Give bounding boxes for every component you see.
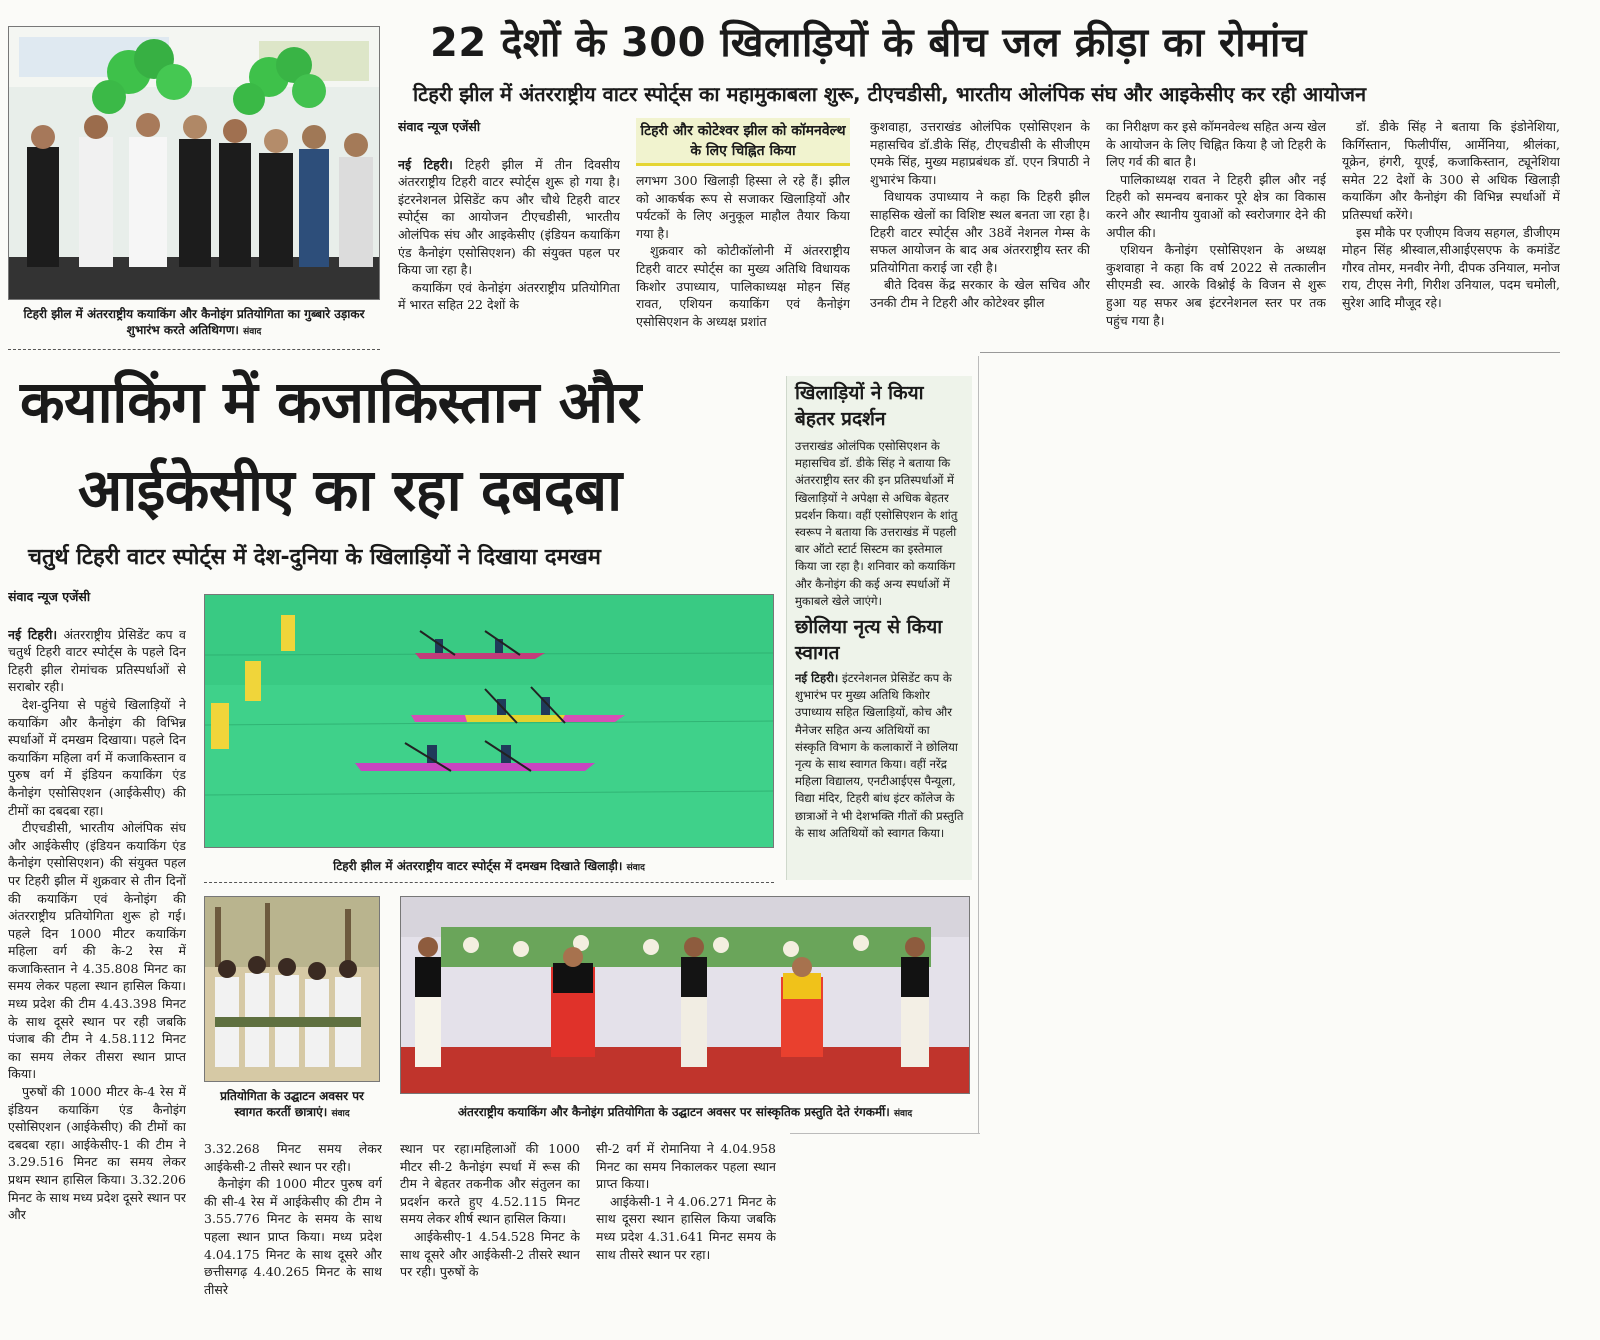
top-photo-caption-text: टिहरी झील में अंतरराष्ट्रीय कयाकिंग और कैनोइंग प्रतियोगिता का गुब्बारे उड़ाकर शुभारंभ करते अतिथिगण। [23, 307, 365, 337]
top-col5-para1: डॉ. डीके सिंह ने बताया कि इंडोनेशिया, किर्गिस्तान, फिलीपींस, आर्मेनिया, श्रीलंका, यूक्रेन, हंगरी, यूएई, कजाकिस्तान, ट्यूनेशिया समेत 22 देशों के 300 से अधिक खिलाड़ी कयाकिंग और कैनोइंग की विभिन्न स्पर्धाओं में प्रतिस्पर्धा करेंगे। [1342, 119, 1560, 222]
top-byline: संवाद न्यूज एजेंसी [398, 119, 481, 134]
bottom-col1-para2: कैनोइंग की 1000 मीटर पुरुष वर्ग की सी-4 रेस में आईकेसीए की टीम ने 3.55.776 मिनट के समय के साथ पहला स्थान प्राप्त किया। मध्य प्रदेश 4.04.175 मिनट के साथ दूसरे और छत्तीसगढ़ 4.40.265 मिनट के साथ तीसरे [204, 1176, 382, 1297]
frame-bottom-line [790, 1133, 980, 1134]
main-bottom-column-2 [400, 1140, 580, 1316]
main-bottom-column-3 [596, 1140, 776, 1316]
top-col4-para2: पालिकाध्यक्ष रावत ने टिहरी झील और नई टिहरी को समन्वय बनाकर पूरे क्षेत्र का विकास करने और स्थानीय युवाओं को स्वरोजगार देने की अपील की। [1106, 171, 1326, 240]
top-highlight-box [636, 118, 850, 166]
top-col3-para2: विधायक उपाध्याय ने कहा कि टिहरी झील साहसिक खेलों का विशिष्ट स्थल बनता जा रहा है। टिहरी वाटर स्पोर्ट्स और 38वें नेशनल गेम्स के सफल आयोजन के बाद अब अंतरराष्ट्रीय स्तर की प्रतियोगिता कराई जा रही है। [870, 189, 1090, 275]
cultural-dance-caption [400, 1104, 970, 1122]
main-left-para1: अंतरराष्ट्रीय प्रेसिडेंट कप व चतुर्थ टिहरी वाटर स्पोर्ट्स के पहले दिन टिहरी झील रोमांचक प्रतिस्पर्धाओं से सराबोर रही। [8, 626, 186, 695]
top-col3-para1: कुशवाहा, उत्तराखंड ओलंपिक एसोसिएशन के महासचिव डॉ.डीके सिंह, टीएचडीसी के सीजीएम एमके सिंह, मुख्य महाप्रबंधक डॉ. एएन त्रिपाठी ने शुभारंभ किया। [870, 119, 1090, 187]
cultural-dance-caption-text: अंतरराष्ट्रीय कयाकिंग और कैनोइंग प्रतियोगिता के उद्घाटन अवसर पर सांस्कृतिक प्रस्तुति देते रंगकर्मी। [457, 1105, 890, 1119]
bottom-col3-para2: आईकेसी-1 ने 4.06.271 मिनट के साथ दूसरा स्थान हासिल किया जबकि मध्य प्रदेश 4.31.641 मिनट समय के साथ तीसरे स्थान पर रहा। [596, 1193, 776, 1262]
sidebar-para1 [795, 438, 964, 610]
kayak-race-caption-source: संवाद [626, 863, 645, 873]
divider-top-photo [8, 349, 380, 350]
top-column-1 [398, 118, 620, 344]
main-left-para4: पुरुषों की 1000 मीटर के-4 रेस में इंडियन कयाकिंग एंड कैनोइंग एसोसिएशन (आईकेसीए) की टीमों का दबदबा रहा। आईकेसीए-1 की टीम ने 3.29.516 मिनट का समय लेकर प्रथम स्थान हासिल किया। 3.32.206 मिनट के साथ मध्य प्रदेश दूसरे स्थान पर और [8, 1084, 186, 1223]
top-column-3 [870, 118, 1090, 344]
students-illustration [205, 897, 380, 1082]
main-headline-line1: कयाकिंग में कजाकिस्तान और [20, 368, 641, 436]
top-subhead: टिहरी झील में अंतरराष्ट्रीय वाटर स्पोर्ट्स का महामुकाबला शुरू, टीएचडीसी, भारतीय ओलंपिक संघ और आइकेसीए कर रही आयोजन [413, 82, 1367, 106]
divider-kayak-photo [204, 882, 774, 883]
top-column-2 [636, 172, 850, 344]
top-col2-para1: लगभग 300 खिलाड़ी हिस्सा ले रहे हैं। झील को आकर्षक रूप से सजाकर खिलाड़ियों और पर्यटकों के लिए अनुकूल माहौल तैयार किया गया है। [636, 173, 850, 241]
kayak-race-caption [204, 858, 774, 876]
top-col1-para2: कयाकिंग एवं केनोइंग अंतरराष्ट्रीय प्रतियोगिता में भारत सहित 22 देशों के [398, 279, 620, 313]
bottom-col1-para1: 3.32.268 मिनट समय लेकर आईकेसी-2 तीसरे स्थान पर रही। [204, 1141, 382, 1174]
top-column-5 [1342, 118, 1560, 344]
top-highlight-title: टिहरी और कोटेश्वर झील को कॉमनवेल्थ के लिए चिह्नित किया [640, 123, 846, 159]
sidebar-title-performance: खिलाड़ियों ने किया बेहतर प्रदर्शन [795, 382, 924, 430]
top-col1-para1: टिहरी झील में तीन दिवसीय अंतरराष्ट्रीय टिहरी वाटर स्पोर्ट्स शुरू हो गया है। इंटरनेशनल प्रेसिडेंट कप और चौथे टिहरी वाटर स्पोर्ट्स का आयोजन टीएचडीसी, भारतीय ओलंपिक संघ और आइकेसीए (इंडियन कयाकिंग एंड कैनोइंग एसोसिएशन) की संयुक्त पहल पर किया जा रहा है। [398, 156, 620, 278]
kayak-race-illustration [205, 595, 774, 848]
main-left-para2: देश-दुनिया से पहुंचे खिलाड़ियों ने कयाकिंग और कैनोइंग की विभिन्न स्पर्धाओं में दमखम दिखाया। पहले दिन कयाकिंग महिला वर्ग में कजाकिस्तान व पुरुष वर्ग में इंडियन कयाकिंग एंड कैनोइंग एसोसिएशन (आईकेसीए) की टीमों का दबदबा रहा। [8, 696, 186, 818]
sidebar-dateline: नई टिहरी। [795, 671, 839, 686]
sidebar-para2 [795, 670, 964, 842]
top-photo-balloon-launch [8, 26, 380, 300]
main-subhead: चतुर्थ टिहरी वाटर स्पोर्ट्स में देश-दुनिया के खिलाड़ियों ने दिखाया दमखम [28, 545, 601, 570]
top-col4-para3: एशियन कैनोइंग एसोसिएशन के अध्यक्ष कुशवाहा ने कहा कि वर्ष 2022 से तत्कालीन सीएमडी स्व. आरके विश्नोई के विजन से शुरू हुआ यह सफर अब इंटरनेशनल स्तर पर तक पहुंच गया है। [1106, 242, 1326, 328]
top-col5-para2: इस मौके पर एजीएम विजय सहगल, डीजीएम मोहन सिंह श्रीस्वाल,सीआईएसएफ के कमांडेंट गौरव तोमर, मनवीर नेगी, दीपक उनियाल, मनोज राय, टीएस नेगी, गिरीश उनियाल, पदम चमोली, सुरेश आदि मौजूद रहे। [1342, 224, 1560, 310]
main-left-para3: टीएचडीसी, भारतीय ओलंपिक संघ और आईकेसीए (इंडियन कयाकिंग एंड कैनोइंग एसोसिएशन) की संयुक्त पहल पर टिहरी झील में शुक्रवार से तीन दिनों की कयाकिंग एवं केनोइंग की अंतरराष्ट्रीय प्रतियोगिता शुरू हो गई। पहले दिन 1000 मीटर कयाकिंग महिला वर्ग की के-2 रेस में कजाकिस्तान ने 4.35.808 मिनट का समय लेकर पहला स्थान हासिल किया। मध्य प्रदेश की टीम 4.43.398 मिनट के साथ दूसरे स्थान पर रही जबकि पंजाब की टीम ने 4.58.112 मिनट का समय लेकर तीसरा स्थान प्राप्त किया। [8, 820, 186, 1082]
main-left-column [8, 588, 186, 1312]
top-photo-caption [8, 306, 380, 340]
bottom-col2-para1: स्थान पर रहा।महिलाओं की 1000 मीटर सी-2 कैनोइंग स्पर्धा में रूस की टीम ने बेहतर तकनीक और संतुलन का प्रदर्शन करते हुए 4.52.115 मिनट समय लेकर शीर्ष स्थान हासिल किया। [400, 1141, 580, 1227]
frame-right-line [978, 356, 979, 1134]
students-caption [204, 1088, 380, 1122]
main-headline-line2: आईकेसीए का रहा दबदबा [78, 456, 622, 524]
balloon-launch-illustration [9, 27, 380, 300]
students-caption-source: संवाद [331, 1109, 350, 1119]
cultural-dance-caption-source: संवाद [893, 1109, 913, 1119]
dance-illustration [401, 897, 970, 1094]
top-col3-para3: बीते दिवस केंद्र सरकार के खेल सचिव और उनकी टीम ने टिहरी और कोटेश्वर झील [870, 277, 1090, 310]
main-dateline: नई टिहरी। [8, 626, 58, 642]
kayak-race-photo [204, 594, 774, 848]
kayak-race-caption-text: टिहरी झील में अंतरराष्ट्रीय वाटर स्पोर्ट्स में दमखम दिखाते खिलाड़ी। [333, 859, 623, 873]
main-byline: संवाद न्यूज एजेंसी [8, 589, 91, 604]
main-bottom-column-1 [204, 1140, 382, 1316]
sidebar-box [786, 376, 972, 880]
sidebar-para2-text: इंटरनेशनल प्रेसिडेंट कप के शुभारंभ पर मुख्य अतिथि किशोर उपाध्याय सहित खिलाड़ियों, कोच और मैनेजर सहित अन्य अतिथियों का संस्कृति विभाग के कलाकारों ने छोलिया नृत्य के साथ स्वागत किया। वहीं नरेंद्र महिला विद्यालय, एनटीआईएस पैन्यूला, विद्या मंदिर, टिहरी बांध इंटर कॉलेज के छात्राओं ने भी देशभक्ति गीतों की प्रस्तुति के साथ अतिथियों को स्वागत किया। [795, 671, 964, 840]
bottom-col3-para1: सी-2 वर्ग में रोमानिया ने 4.04.958 मिनट का समय निकालकर पहला स्थान प्राप्त किया। [596, 1141, 776, 1192]
sidebar-title-choliya: छोलिया नृत्य से किया स्वागत [795, 616, 943, 665]
top-col4-para1: का निरीक्षण कर इसे कॉमनवेल्थ सहित अन्य खेल के आयोजन के लिए चिह्नित किया है जो टिहरी के लिए गर्व की बात है। [1106, 119, 1326, 170]
students-caption-text: प्रतियोगिता के उद्घाटन अवसर पर स्वागत करतीं छात्राएं। [220, 1089, 364, 1119]
top-dateline: नई टिहरी। [398, 156, 453, 172]
cultural-dance-photo [400, 896, 970, 1094]
top-headline: 22 देशों के 300 खिलाड़ियों के बीच जल क्रीड़ा का रोमांच [430, 20, 1307, 66]
students-welcome-photo [204, 896, 380, 1082]
divider-top-bottom [980, 352, 1560, 353]
top-photo-caption-source: संवाद [243, 327, 262, 337]
sidebar-para1-text: उत्तराखंड ओलंपिक एसोसिएशन के महासचिव डॉ. डीके सिंह ने बताया कि अंतरराष्ट्रीय स्तर की इन प्रतिस्पर्धाओं में खिलाड़ियों ने अपेक्षा से अधिक बेहतर प्रदर्शन किया। वहीं एसोसिएशन के शांतु स्वरूप ने बताया कि उत्तराखंड में पहली बार ऑटो स्टार्ट सिस्टम का इस्तेमाल किया जा रहा है। शनिवार को कयाकिंग और कैनोइंग की कई अन्य स्पर्धाओं में मुकाबले खेले जाएंगे। [795, 439, 958, 608]
bottom-col2-para2: आईकेसीए-1 4.54.528 मिनट के साथ दूसरे और आईकेसी-2 तीसरे स्थान पर रही। पुरुषों के [400, 1228, 580, 1280]
top-column-4 [1106, 118, 1326, 344]
top-col2-para2: शुक्रवार को कोटीकॉलोनी में अंतरराष्ट्रीय टिहरी वाटर स्पोर्ट्स का मुख्य अतिथि विधायक किशोर उपाध्याय, पालिकाध्यक्ष मोहन सिंह रावत, एशियन कयाकिंग एवं कैनोइंग एसोसिएशन के अध्यक्ष प्रशांत [636, 243, 850, 329]
